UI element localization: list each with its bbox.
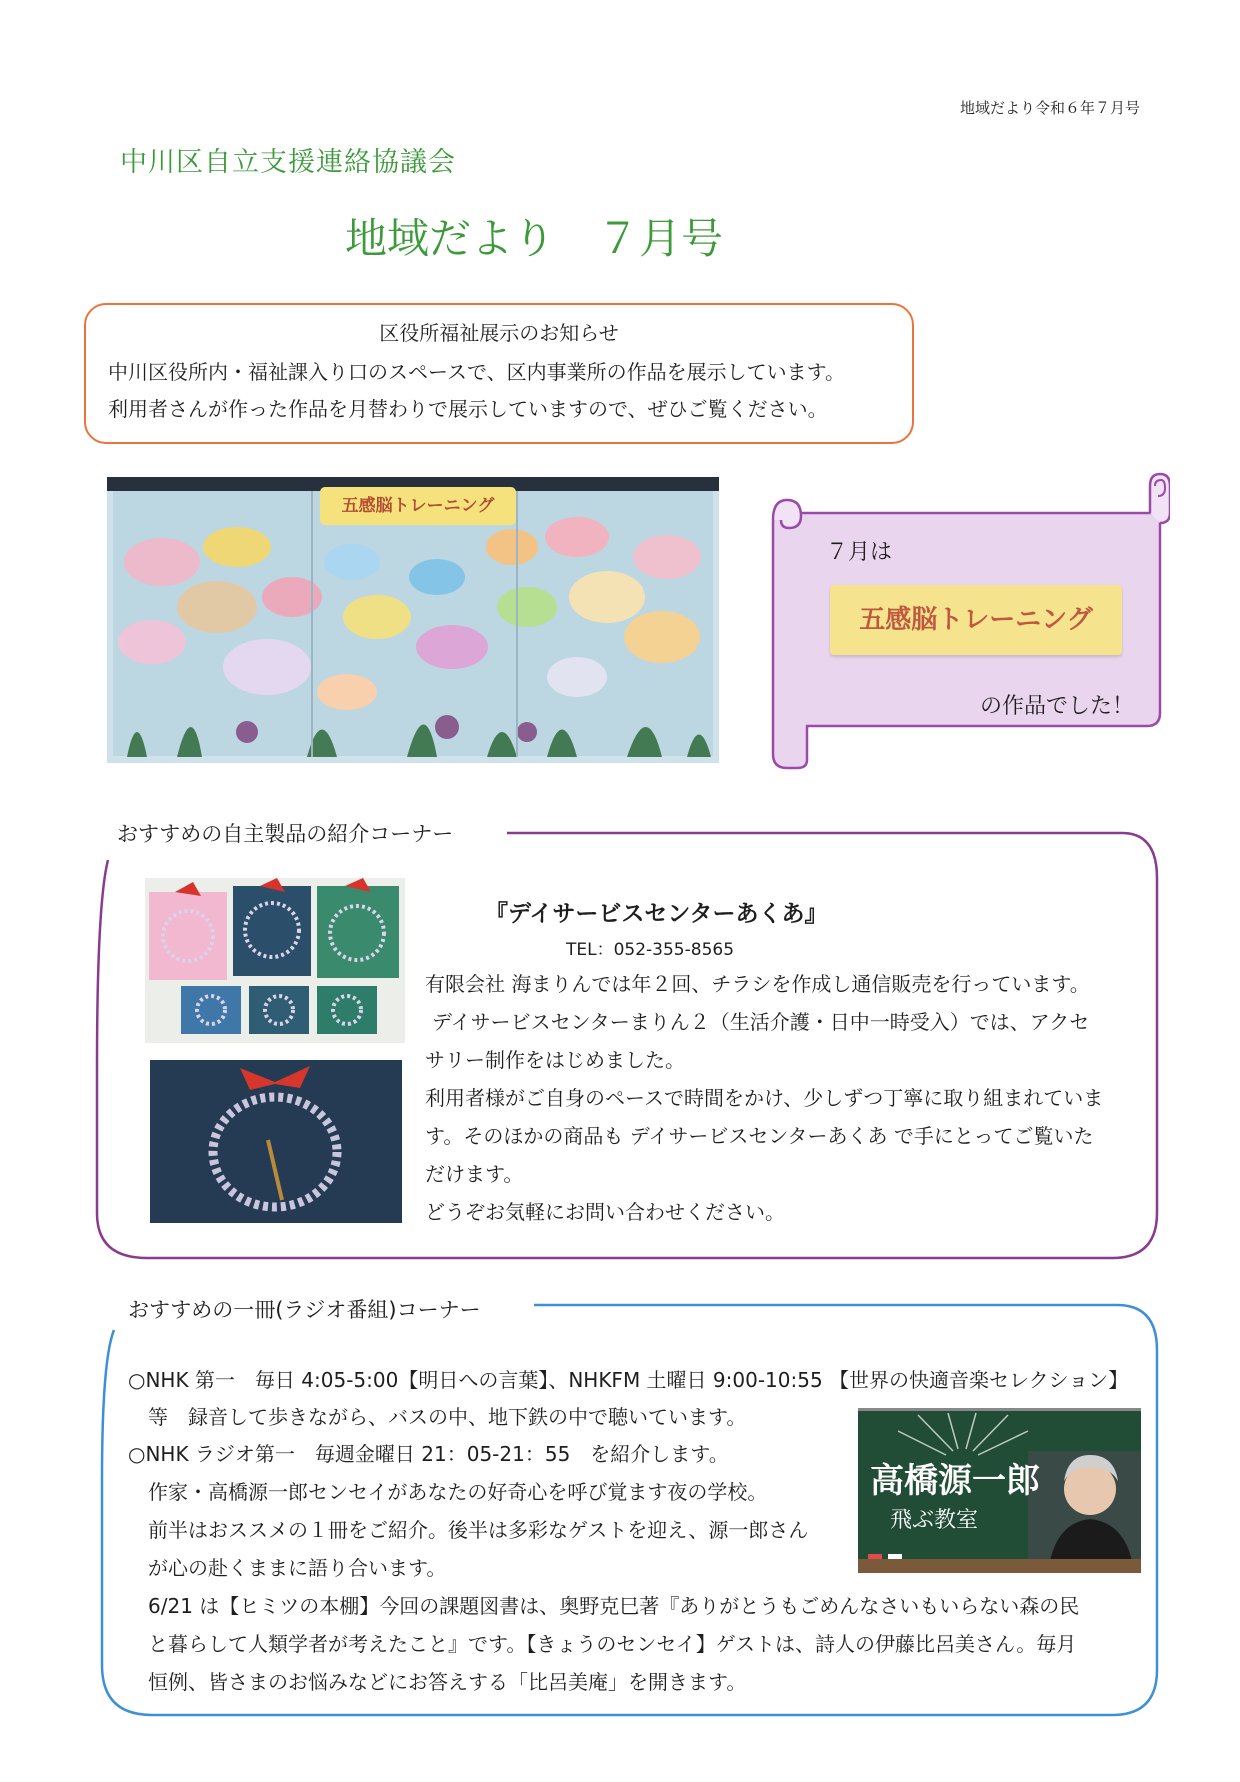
product-text-line: 有限会社 海まりんでは年２回、チラシを作成し通信販売を行っています。 (425, 972, 1090, 996)
organization-name: 中川区自立支援連絡協議会 (120, 147, 456, 178)
notice-text-line: 中川区役所内・福祉課入り口のスペースで、区内事業所の作品を展示しています。 (108, 360, 845, 384)
radio-text-line: 前半はおススメの１冊をご紹介。後半は多彩なゲストを迎え、源一郎さん (148, 1518, 809, 1542)
product-text-line: サリー制作をはじめました。 (425, 1048, 685, 1072)
product-text-line: だけます。 (425, 1162, 524, 1186)
exhibit-photo (107, 477, 719, 763)
shop-name: 『デイサービスセンターあくあ』 (485, 901, 828, 927)
radio-text-line: 作家・高橋源一郎センセイがあなたの好奇心を呼び覚ます夜の学校。 (148, 1480, 768, 1504)
scroll-banner: 五感脳トレーニング (830, 585, 1122, 655)
accessory-bags-illustration (145, 878, 405, 1043)
necklace-photo (150, 1060, 402, 1223)
scroll-caption: の作品でした！ (980, 694, 1135, 719)
product-section-header: おすすめの自主製品の紹介コーナー (117, 822, 454, 846)
radio-program-image (858, 1408, 1141, 1573)
radio-text-line: 6/21 は【ヒミツの本棚】今回の課題図書は、奥野克巳著『ありがとうもごめんなさいもいらない森の民 (148, 1594, 1080, 1618)
radio-text-line: 恒例、皆さまのお悩みなどにお答えする「比呂美庵」を開きます。 (148, 1670, 747, 1694)
product-text-line: 利用者様がご自身のペースで時間をかけ、少しずつ丁寧に取り組まれていま (425, 1086, 1104, 1110)
necklace-illustration (150, 1060, 402, 1223)
notice-heading: 区役所福祉展示のお知らせ (379, 321, 619, 345)
radio-text-line: が心の赴くままに語り合います。 (148, 1556, 447, 1580)
scroll-month-text: ７月は (826, 540, 893, 565)
radio-section-header: おすすめの一冊(ラジオ番組)コーナー (128, 1298, 481, 1322)
radio-text-line: 等 録音して歩きながら、バスの中、地下鉄の中で聴いています。 (148, 1405, 747, 1429)
accessory-photo (145, 878, 405, 1043)
radio-text-line: ○NHK ラジオ第一 毎週金曜日 21：05-21：55 を紹介します。 (128, 1442, 729, 1466)
product-text-line: デイサービスセンターまりん２（生活介護・日中一時受入）では、アクセ (432, 1010, 1090, 1034)
notice-text-line: 利用者さんが作った作品を月替わりで展示していますので、ぜひご覧ください。 (108, 397, 828, 421)
program-title: 高橋源一郎 (870, 1461, 1040, 1501)
product-text-line: どうぞお気軽にお問い合わせください。 (425, 1200, 785, 1224)
radio-text-line: と暮らして人類学者が考えたこと』です。【きょうのセンセイ】ゲストは、詩人の伊藤比呂美さん。毎月 (148, 1632, 1077, 1656)
exhibit-wall-banner: 五感脳トレーニング (320, 487, 516, 525)
issue-label: 地域だより令和６年７月号 (960, 99, 1141, 117)
program-subtitle: 飛ぶ教室 (890, 1508, 979, 1533)
shop-tel: TEL：052-355-8565 (566, 940, 735, 960)
radio-text-line: ○NHK 第一 毎日 4:05-5:00【明日への言葉】、NHKFM 土曜日 9:00-10:55 【世界の快適音楽セレクション】 (128, 1368, 1129, 1392)
product-text-line: す。そのほかの商品も デイサービスセンターあくあ で手にとってご覧いた (425, 1124, 1094, 1148)
page-title: 地域だより ７月号 (345, 214, 724, 263)
